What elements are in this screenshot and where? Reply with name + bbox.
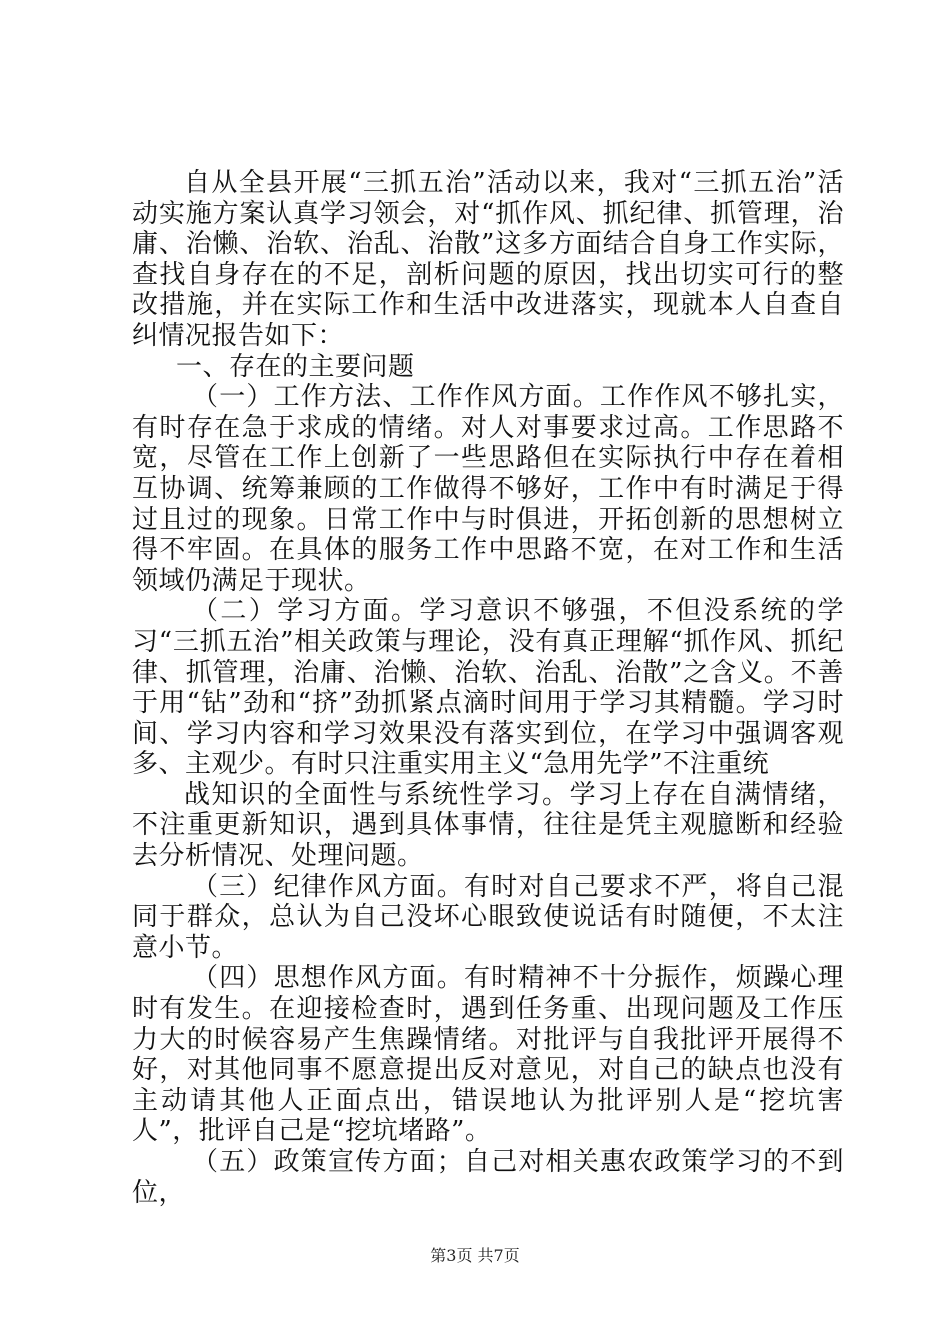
issue-paragraph-study-continued: 战知识的全面性与系统性学习。学习上存在自满情绪，不注重更新知识，遇到具体事情，往往是凭主观臆断和经验去分析情况、处理问题。	[132, 779, 844, 872]
issue-paragraph-thinking: （四）思想作风方面。有时精神不十分振作，烦躁心理时有发生。在迎接检查时，遇到任务重、出现问题及工作压力大的时候容易产生焦躁情绪。对批评与自我批评开展得不好，对其他同事不愿意提出反对意见，对自己的缺点也没有主动请其他人正面点出，错误地认为批评别人是“挖坑害人”，批评自己是“挖坑堵路”。	[132, 963, 844, 1147]
issue-paragraph-discipline: （三）纪律作风方面。有时对自己要求不严，将自己混同于群众，总认为自己没坏心眼致使说话有时随便，不太注意小节。	[132, 871, 844, 963]
document-body	[132, 168, 844, 1208]
issue-paragraph-work-style: （一）工作方法、工作作风方面。工作作风不够扎实，有时存在急于求成的情绪。对人对事要求过高。工作思路不宽，尽管在工作上创新了一些思路但在实际执行中存在着相互协调、统筹兼顾的工作做得不够好，工作中有时满足于得过且过的现象。日常工作中与时俱进，开拓创新的思想树立得不牢固。在具体的服务工作中思路不宽，在对工作和生活领域仍满足于现状。	[132, 382, 844, 596]
section-heading: 一、存在的主要问题	[176, 351, 415, 382]
page-number-footer: 第3页 共7页	[430, 1246, 520, 1265]
issue-paragraph-study: （二）学习方面。学习意识不够强，不但没系统的学习“三抓五治”相关政策与理论，没有真正理解“抓作风、抓纪律、抓管理，治庸、治懒、治软、治乱、治散”之含义。不善于用“钻”劲和“挤”劲抓紧点滴时间用于学习其精髓。学习时间、学习内容和学习效果没有落实到位，在学习中强调客观多、主观少。有时只注重实用主义“急用先学”不注重统	[132, 596, 844, 780]
intro-paragraph: 自从全县开展“三抓五治”活动以来，我对“三抓五治”活动实施方案认真学习领会，对“抓作风、抓纪律、抓管理，治庸、治懒、治软、治乱、治散”这多方面结合自身工作实际，查找自身存在的不足，剖析问题的原因，找出切实可行的整改措施，并在实际工作和生活中改进落实，现就本人自查自纠情况报告如下：	[132, 168, 844, 351]
issue-paragraph-policy: （五）政策宣传方面；自己对相关惠农政策学习的不到位，	[132, 1147, 844, 1208]
